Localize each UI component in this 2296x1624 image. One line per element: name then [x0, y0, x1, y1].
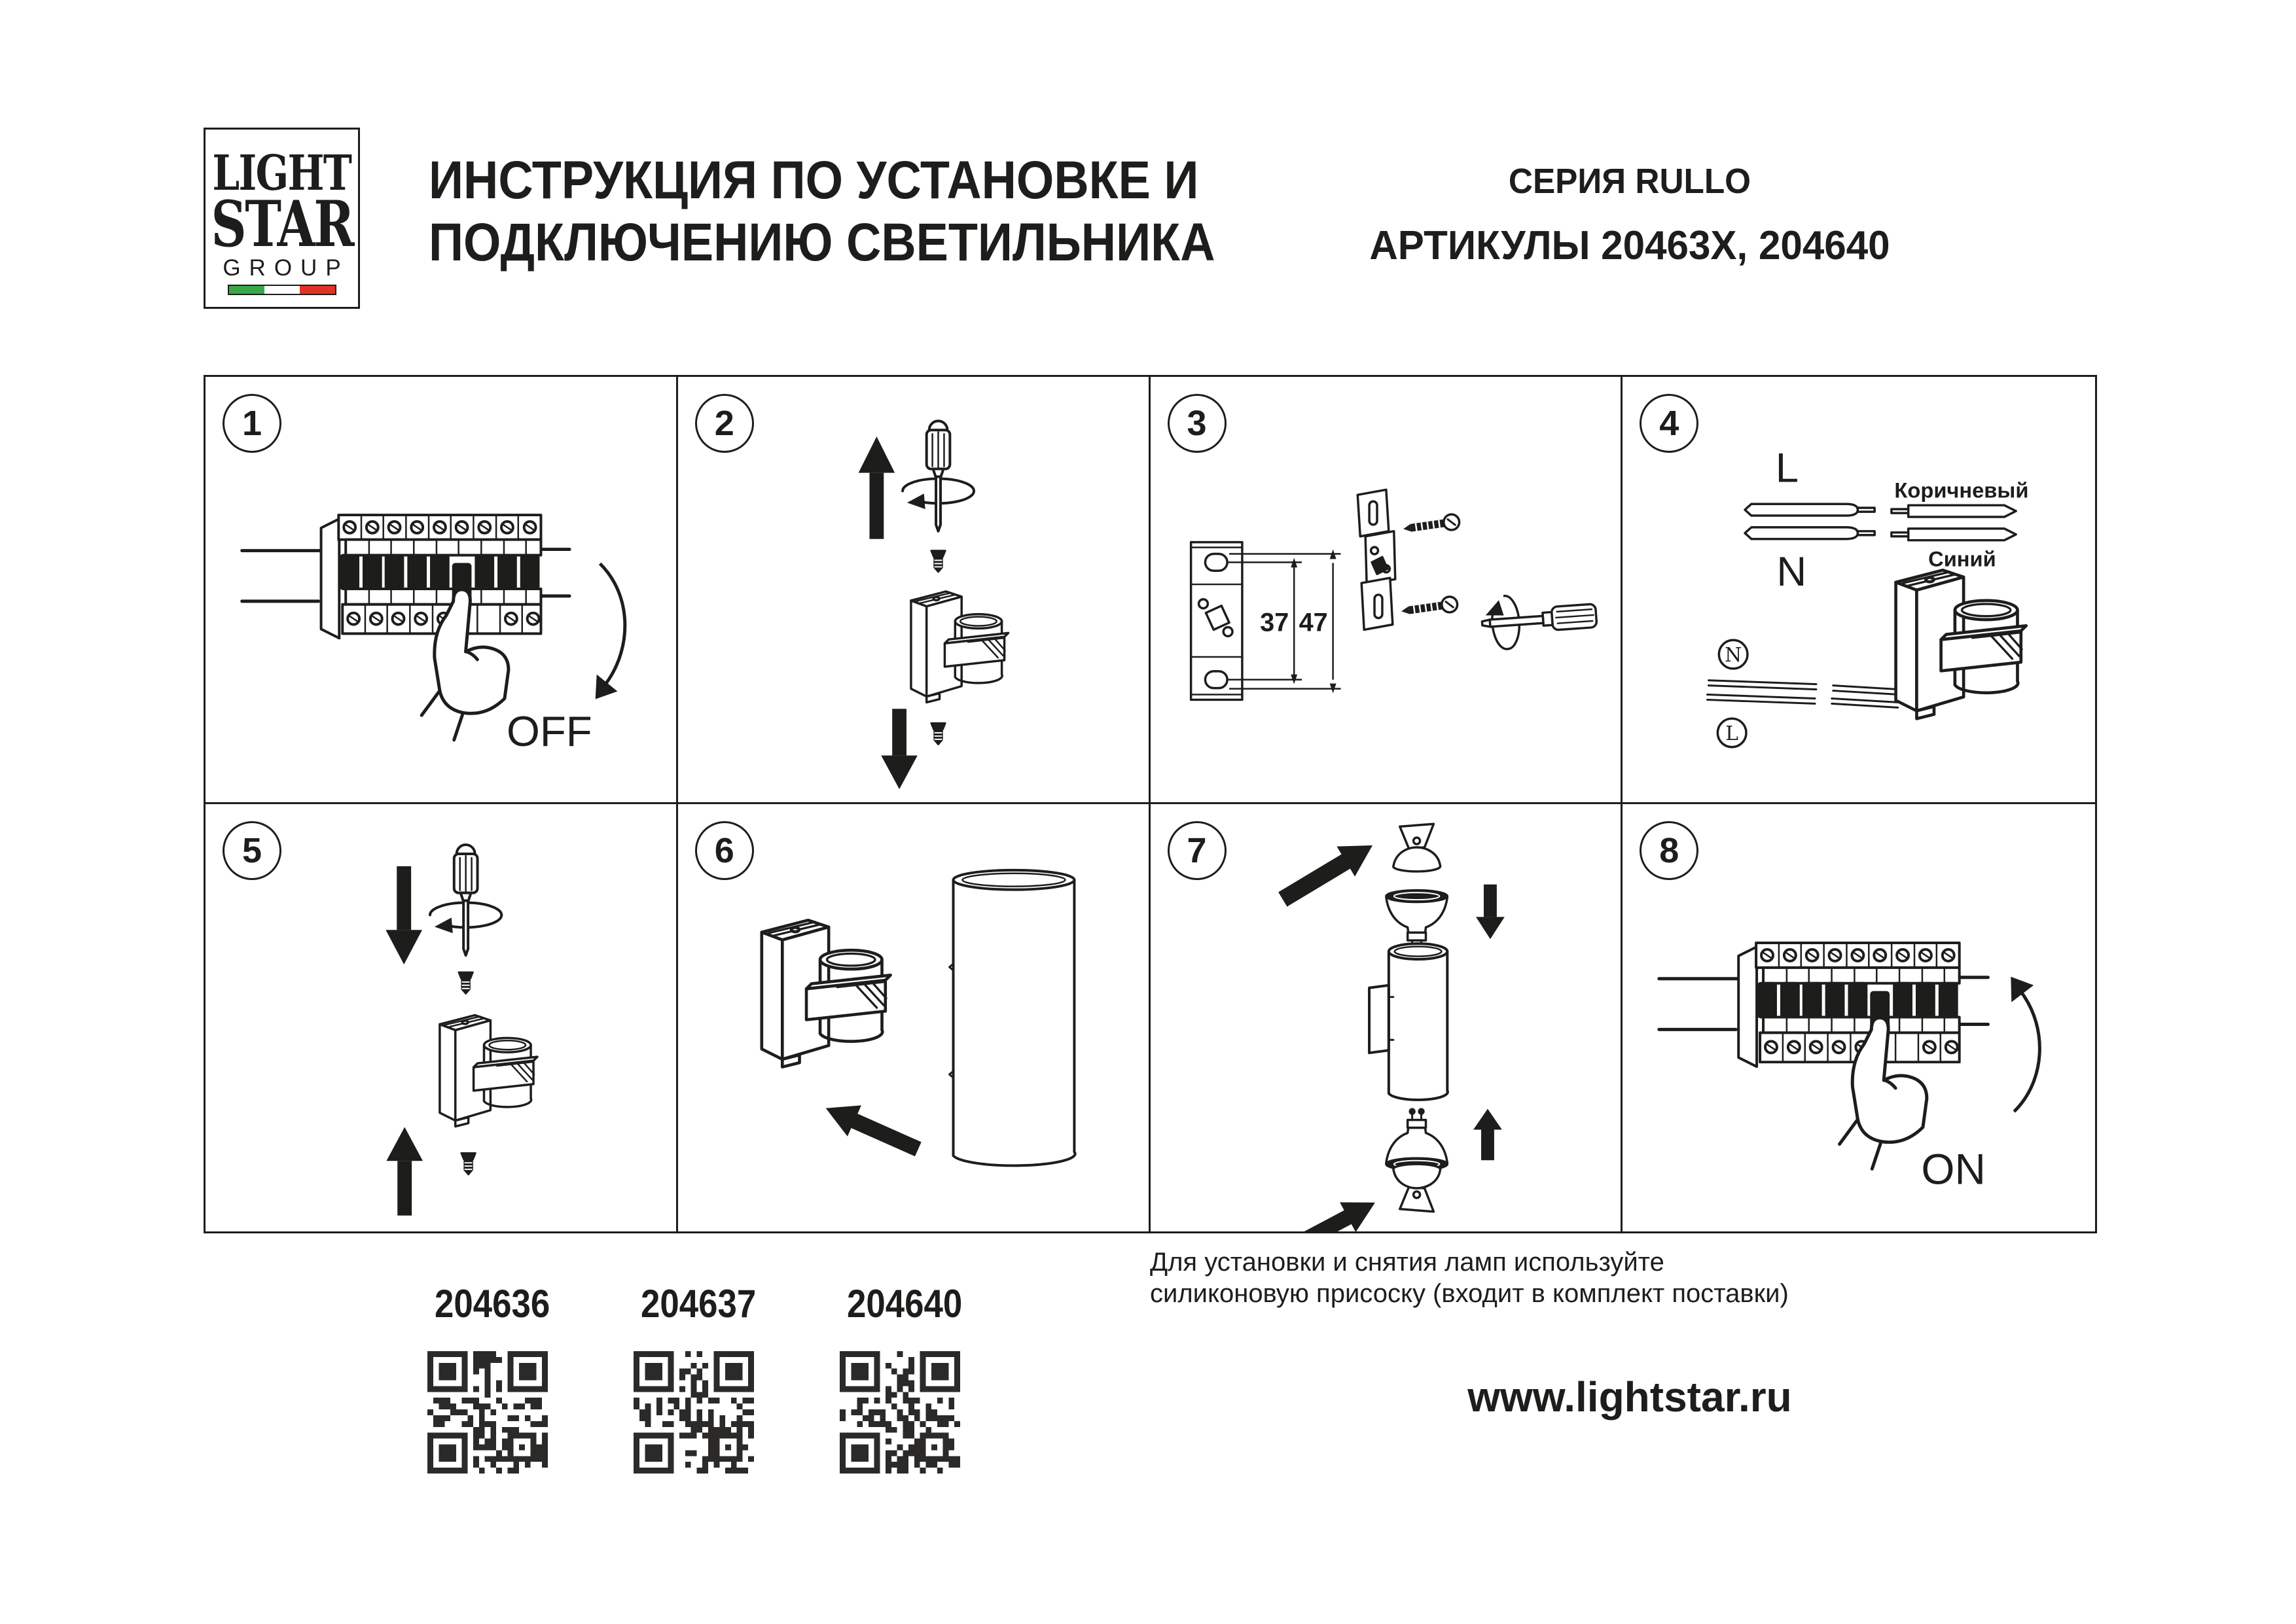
dimension-47-label: 47 — [1299, 608, 1328, 637]
screw-icon — [1402, 514, 1460, 537]
cylinder-shade-icon — [949, 870, 1075, 1166]
step-number-badge: 6 — [695, 821, 754, 880]
page-title — [429, 149, 1215, 274]
wall-mount-fixture-icon — [440, 1015, 537, 1127]
article-numbers: АРТИКУЛЫ 20463X, 204640 — [1369, 223, 1890, 268]
screw-icon — [459, 972, 473, 994]
arrow-down-icon — [1483, 885, 1496, 917]
screwdriver-icon — [430, 845, 501, 955]
step-5-illustration — [206, 804, 676, 1231]
line-wire-label: L — [1776, 445, 1799, 491]
suction-cup-note — [1150, 1246, 1789, 1309]
qr-code — [427, 1351, 548, 1474]
step-number-badge: 3 — [1168, 394, 1227, 453]
article-qr-block — [634, 1281, 757, 1477]
arrow-up-icon — [858, 436, 894, 472]
screw-icon — [931, 723, 945, 745]
article-qr-block — [427, 1281, 548, 1477]
arrow-up-curve-icon — [2015, 993, 2040, 1112]
brown-wire-label: Коричневый — [1894, 478, 2029, 503]
supply-wires-icon — [1745, 504, 2016, 540]
screw-icon — [461, 1153, 476, 1174]
terminal-n-badge — [1719, 640, 1748, 669]
arrow-up-right-icon — [1278, 845, 1372, 907]
italian-flag-icon — [228, 285, 336, 295]
blue-wire-label: Синий — [1928, 546, 1996, 571]
screw-icon — [931, 551, 945, 573]
lamp-body-icon — [1369, 944, 1448, 1100]
wall-mount-fixture-icon — [1896, 570, 2026, 718]
circuit-breaker-icon — [1659, 943, 1988, 1067]
dimension-37-label: 37 — [1259, 608, 1289, 637]
svg-text:N: N — [1725, 643, 1742, 667]
qr-code — [634, 1351, 754, 1474]
qr-code — [840, 1351, 960, 1474]
article-qr-block — [840, 1281, 963, 1477]
article-number: 204636 — [435, 1282, 550, 1326]
gu10-lamp-icon — [1386, 891, 1446, 951]
screwdriver-icon — [903, 421, 974, 531]
step-4-illustration — [1623, 377, 2095, 802]
arrow-down-curve-icon — [600, 563, 625, 682]
step-panel-8 — [1623, 804, 2095, 1231]
step-number-badge: 8 — [1640, 821, 1698, 880]
note-line-2: силиконовую присоску (входит в комплект поставки) — [1150, 1279, 1789, 1308]
step-number-badge: 4 — [1640, 394, 1698, 453]
arrow-down-icon — [397, 866, 411, 930]
series-header — [1335, 161, 1924, 269]
step-panel-2 — [678, 377, 1151, 804]
step-panel-5 — [206, 804, 678, 1231]
mount-plate-front-icon — [1191, 542, 1242, 700]
step-1-illustration — [206, 377, 676, 802]
step-number-badge: 1 — [223, 394, 281, 453]
connection-wires-icon — [1708, 680, 1899, 708]
arrowhead-icon — [2011, 977, 2034, 1002]
wall-mount-fixture-icon — [762, 920, 891, 1067]
suction-cup-icon — [1393, 824, 1440, 872]
step-number-badge: 5 — [223, 821, 281, 880]
step-number-badge: 7 — [1168, 821, 1227, 880]
screwdriver-icon — [1480, 590, 1598, 650]
arrow-up-icon — [1473, 1109, 1502, 1130]
brand-logo — [204, 128, 360, 309]
steps-grid — [204, 375, 2097, 1233]
arrowhead-icon — [596, 675, 618, 699]
arrow-up-right-icon — [1303, 1203, 1375, 1231]
step-number-badge: 2 — [695, 394, 754, 453]
svg-text:L: L — [1725, 722, 1739, 745]
step-2-illustration — [678, 377, 1149, 802]
article-number: 204640 — [847, 1282, 963, 1326]
logo-word-light: LIGHT — [212, 145, 351, 202]
switch-on-label: ON — [1921, 1145, 1986, 1193]
step-8-illustration — [1623, 804, 2095, 1231]
step-panel-7 — [1151, 804, 1623, 1231]
step-6-illustration — [678, 804, 1149, 1231]
series-name: СЕРИЯ RULLO — [1508, 162, 1751, 201]
step-panel-6 — [678, 804, 1151, 1231]
website-url: www.lightstar.ru — [1467, 1373, 1792, 1421]
arrow-down-icon — [892, 709, 906, 755]
step-panel-3 — [1151, 377, 1623, 804]
arrow-up-icon — [386, 1127, 423, 1161]
arrow-up-left-icon — [825, 1105, 921, 1156]
logo-word-group: GROUP — [223, 255, 350, 281]
screw-icon — [1400, 595, 1458, 619]
terminal-l-badge — [1718, 718, 1747, 747]
wall-mount-fixture-icon — [911, 591, 1009, 702]
step-panel-4 — [1623, 377, 2095, 804]
article-number: 204637 — [641, 1282, 757, 1326]
step-panel-1 — [206, 377, 678, 804]
gu10-lamp-icon — [1386, 1109, 1446, 1170]
page-title-line-2: ПОДКЛЮЧЕНИЮ СВЕТИЛЬНИКА — [429, 213, 1215, 272]
note-line-1: Для установки и снятия ламп используйте — [1150, 1248, 1664, 1277]
circuit-breaker-icon — [242, 515, 569, 638]
suction-cup-icon — [1393, 1164, 1440, 1212]
page-title-line-1: ИНСТРУКЦИЯ ПО УСТАНОВКЕ И — [429, 150, 1199, 210]
z-bracket-icon — [1357, 489, 1395, 629]
switch-off-label: OFF — [506, 707, 592, 755]
neutral-wire-label: N — [1776, 549, 1807, 595]
step-7-illustration — [1151, 804, 1621, 1231]
logo-word-star: STAR — [211, 187, 353, 261]
